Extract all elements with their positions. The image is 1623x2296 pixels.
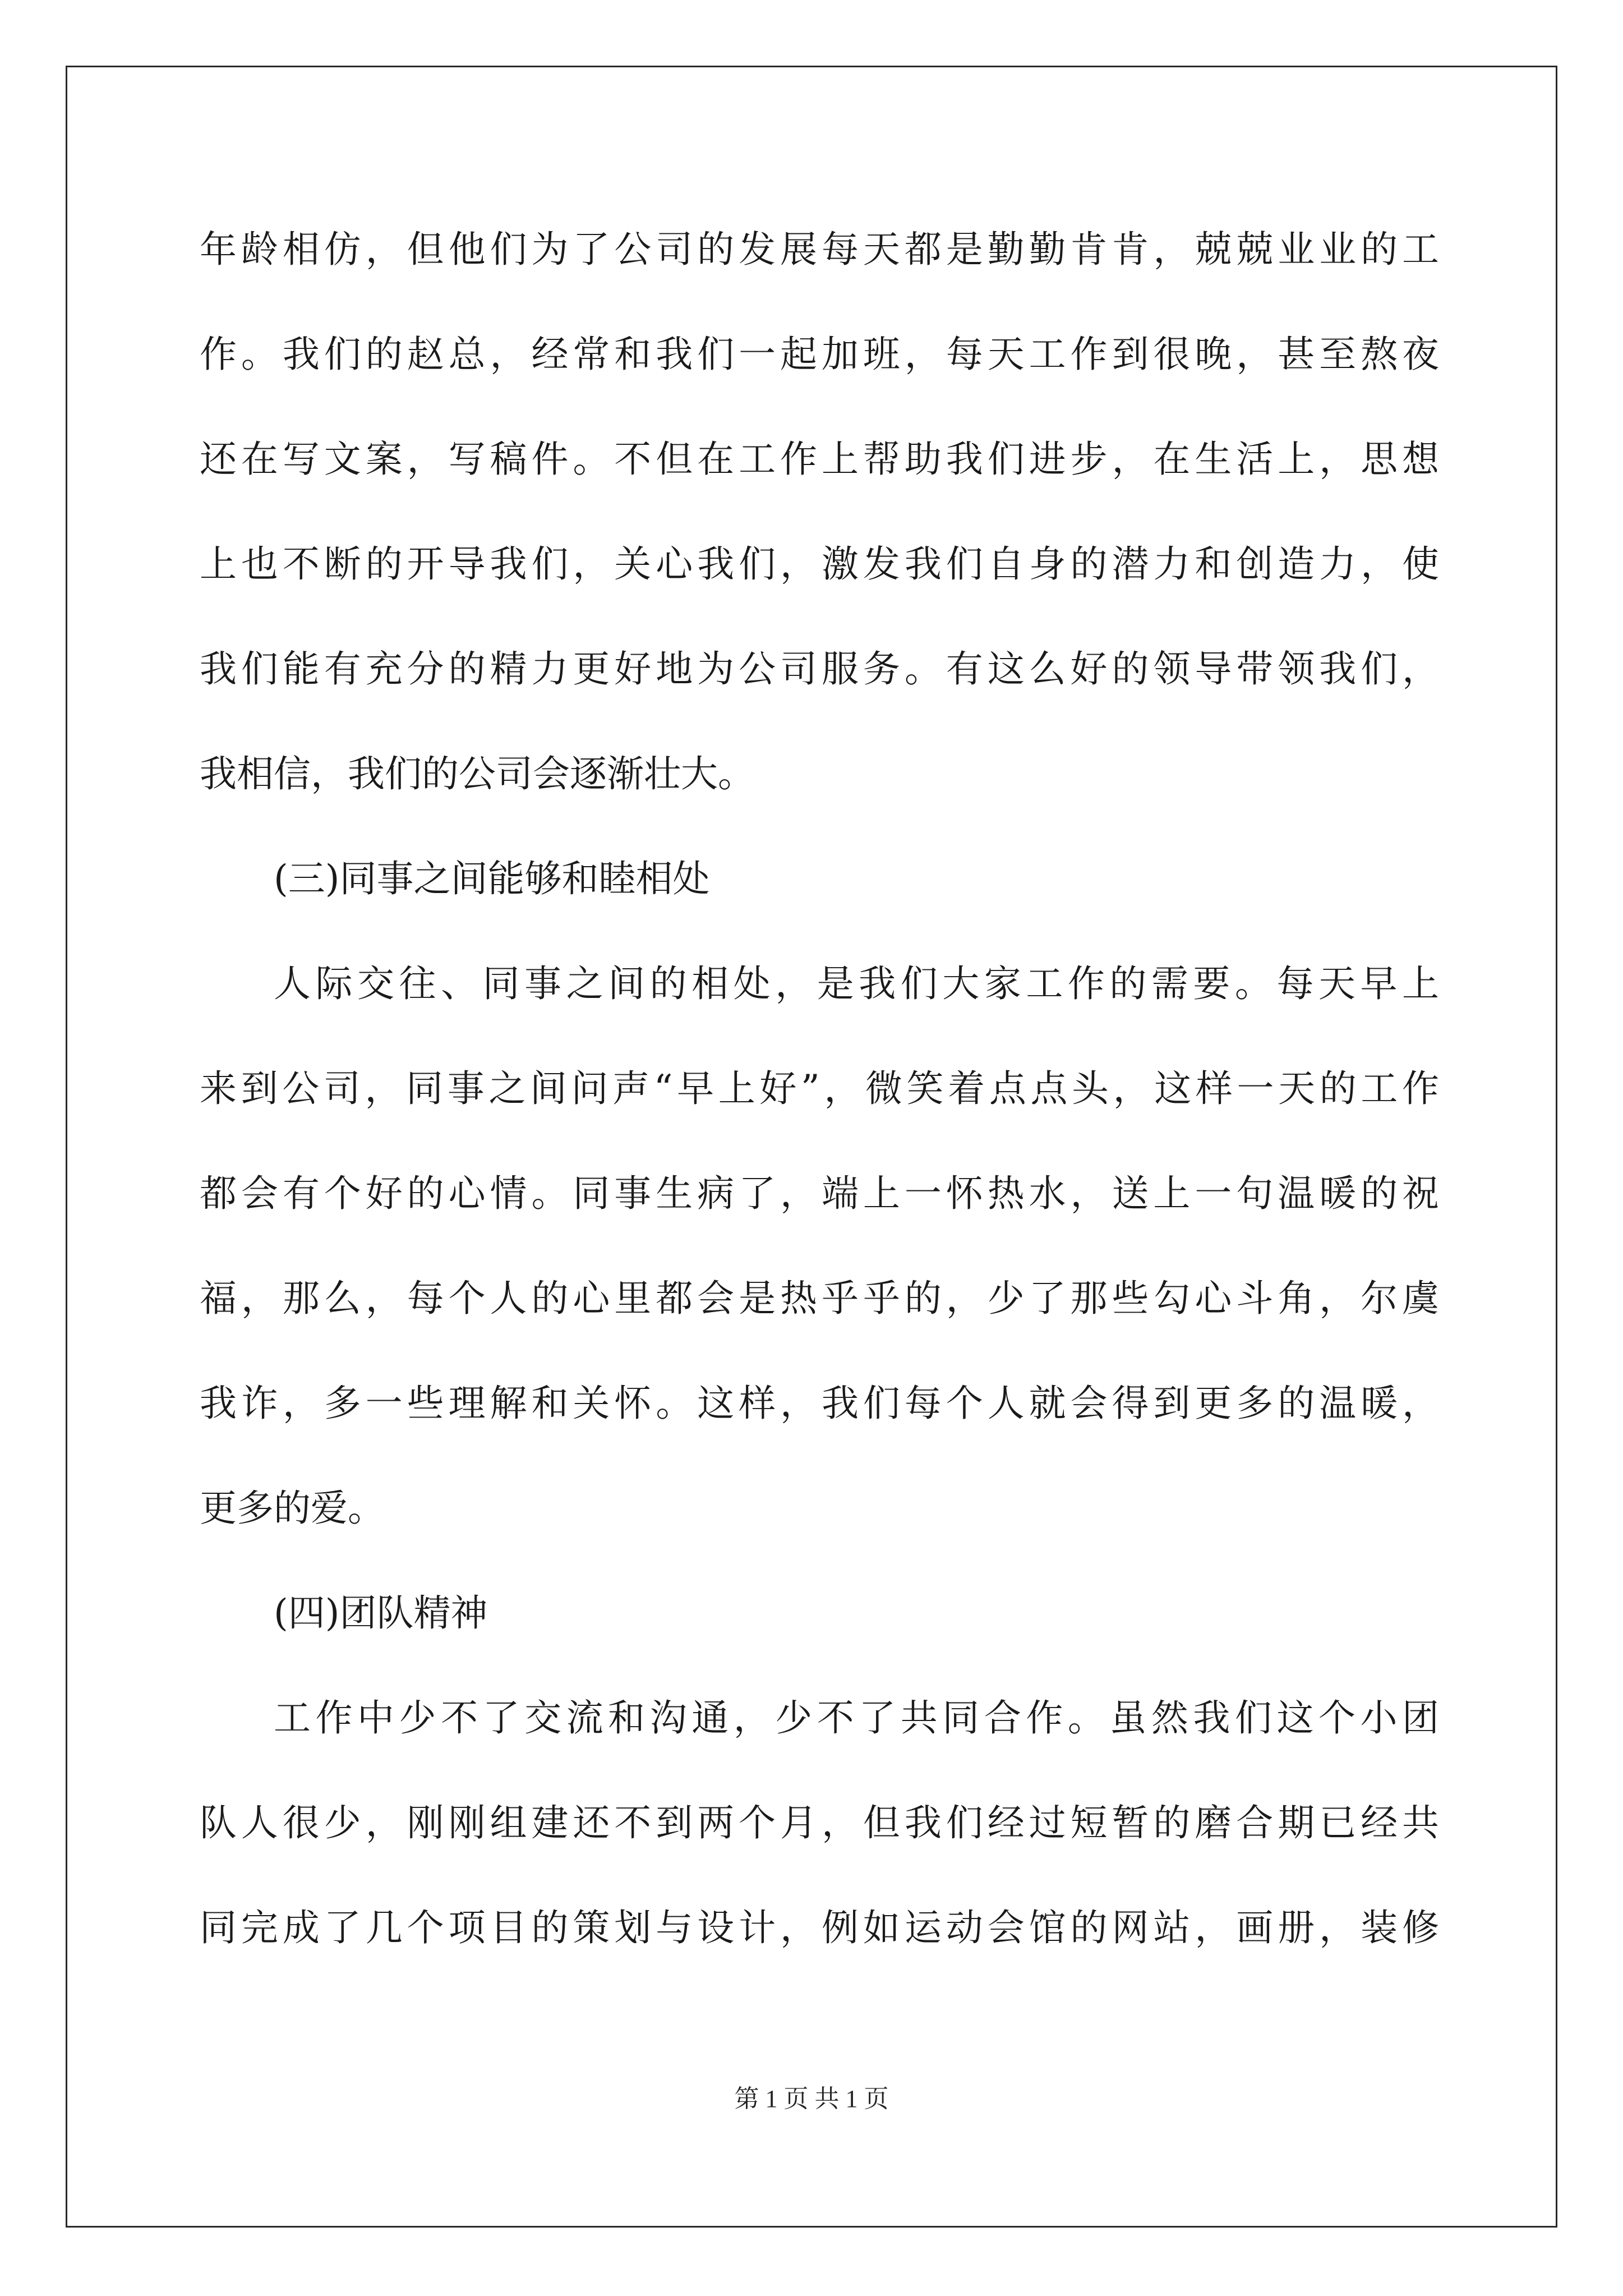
document-body — [200, 213, 1439, 1996]
page-number-footer: 第 1 页 共 1 页 — [734, 2085, 889, 2113]
section-heading: (四)团队精神 — [274, 1591, 488, 1635]
text-line: 工作中少不了交流和沟通，少不了共同合作。虽然我们这个小团 — [274, 1696, 1439, 1740]
text-line: 我诈，多一些理解和关怀。这样，我们每个人就会得到更多的温暖， — [200, 1382, 1439, 1425]
text-line: 上也不断的开导我们，关心我们，激发我们自身的潜力和创造力，使 — [200, 542, 1439, 586]
section-heading: (三)同事之间能够和睦相处 — [274, 857, 710, 900]
text-line: 年龄相仿，但他们为了公司的发展每天都是勤勤肯肯，兢兢业业的工 — [200, 228, 1439, 271]
text-line: 同完成了几个项目的策划与设计，例如运动会馆的网站，画册，装修 — [200, 1906, 1439, 1949]
text-line: 我们能有充分的精力更好地为公司服务。有这么好的领导带领我们， — [200, 647, 1439, 691]
text-line: 都会有个好的心情。同事生病了，端上一怀热水，送上一句温暖的祝 — [200, 1172, 1439, 1215]
text-line: 作。我们的赵总，经常和我们一起加班，每天工作到很晚，甚至熬夜 — [200, 333, 1439, 376]
text-line: 我相信，我们的公司会逐渐壮大。 — [200, 752, 755, 795]
text-line: 队人很少，刚刚组建还不到两个月，但我们经过短暂的磨合期已经共 — [200, 1801, 1439, 1844]
text-line: 还在写文案，写稿件。不但在工作上帮助我们进步，在生活上，思想 — [200, 438, 1439, 481]
text-line: 来到公司，同事之间问声“早上好”，微笑着点点头，这样一天的工作 — [200, 1067, 1439, 1110]
text-line: 更多的爱。 — [200, 1487, 385, 1530]
text-line: 福，那么，每个人的心里都会是热乎乎的，少了那些勾心斗角，尔虞 — [200, 1277, 1439, 1320]
text-line: 人际交往、同事之间的相处，是我们大家工作的需要。每天早上 — [274, 962, 1439, 1005]
